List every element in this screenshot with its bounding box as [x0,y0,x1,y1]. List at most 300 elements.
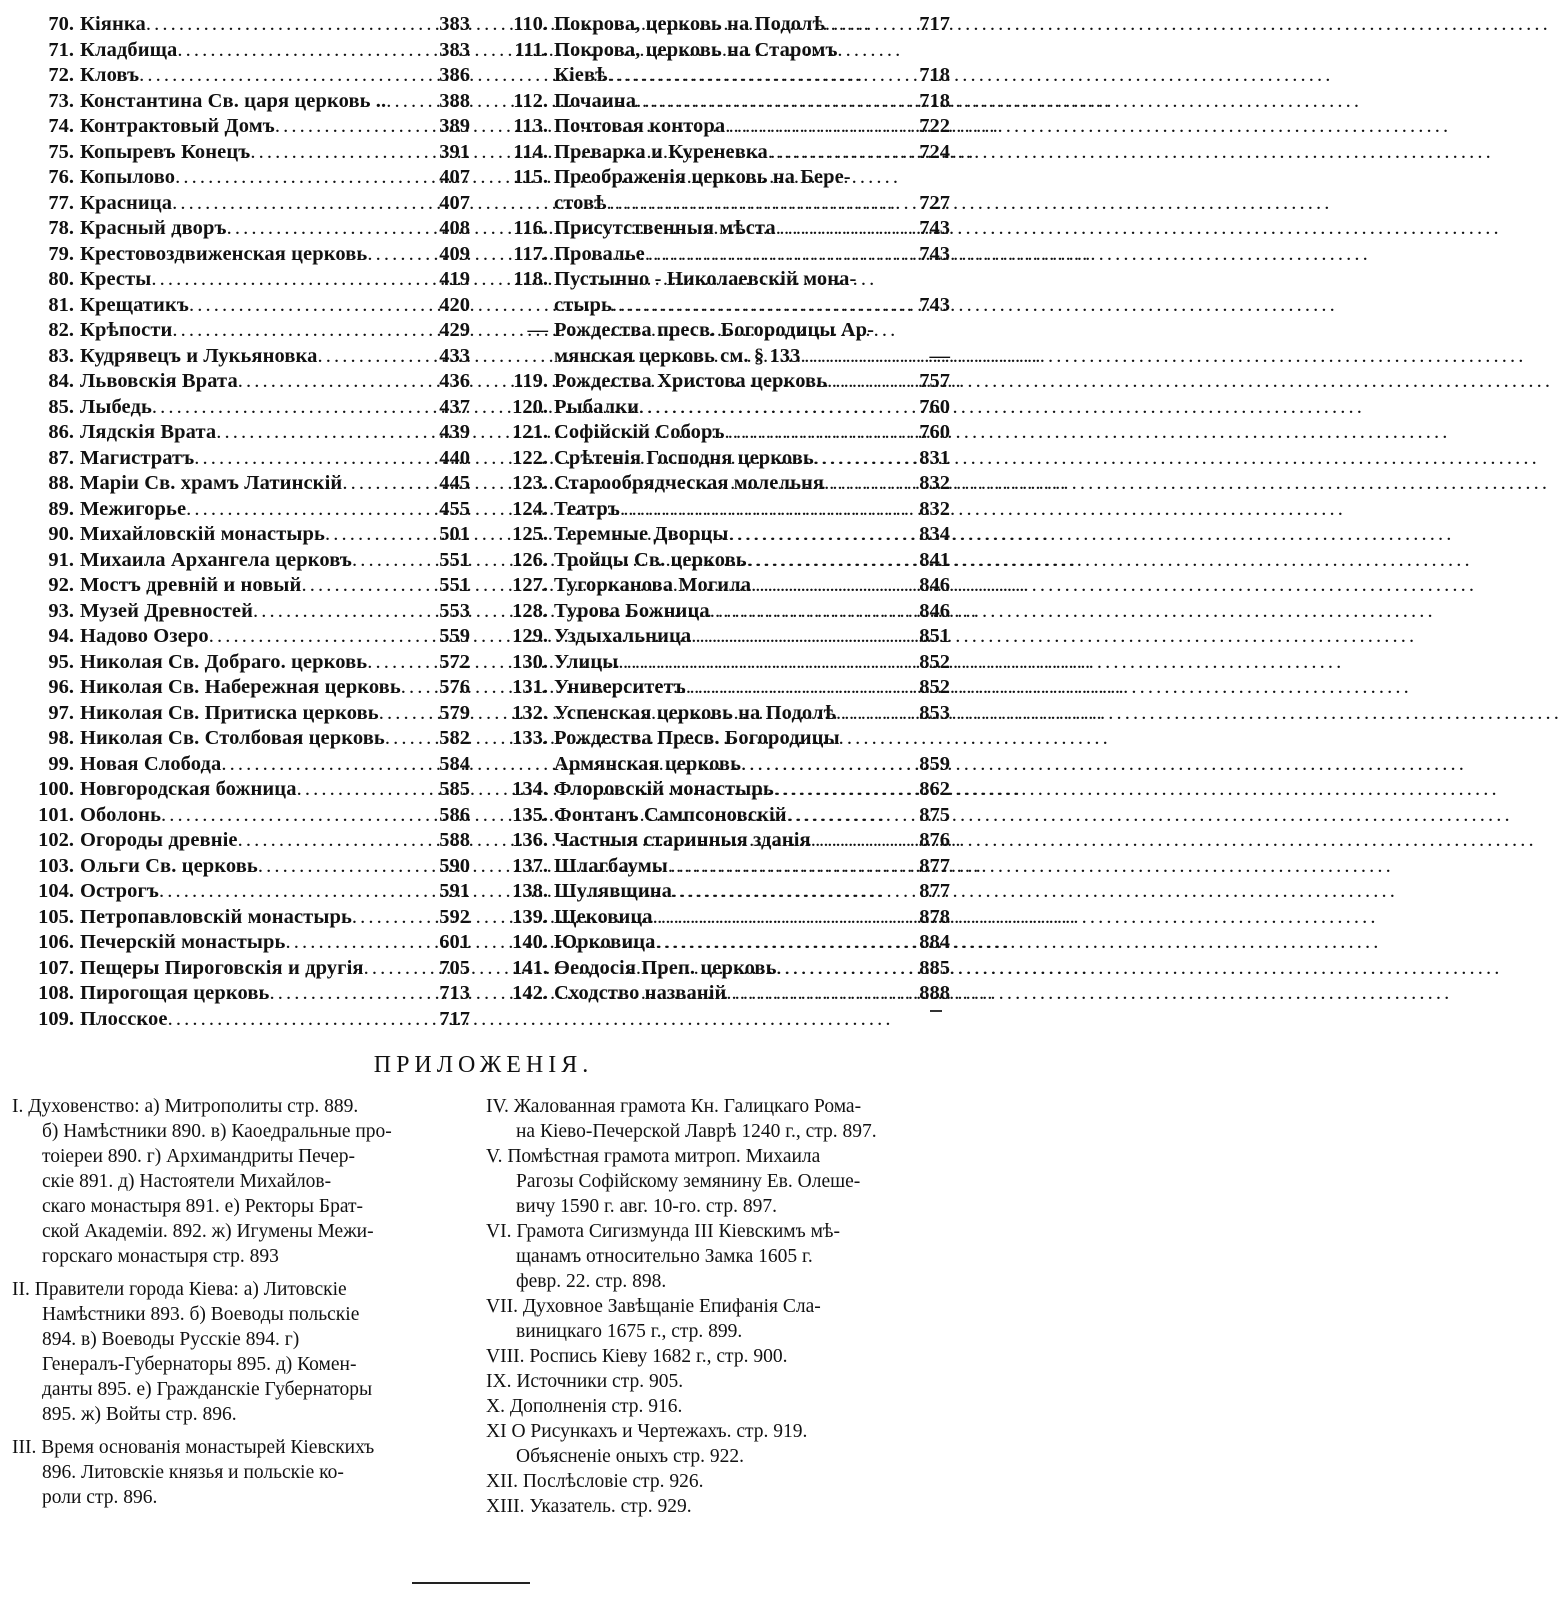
entry-page-number: 436 [439,370,470,392]
toc-entry [492,165,950,191]
entry-title: стовѣ [554,191,607,214]
entry-page-number: 877 [919,880,950,902]
dot-leader [367,650,435,676]
toc-entry [18,650,470,676]
entry-title: Николая Св. Добраго. церковь [80,650,368,673]
entry-number: 75. [48,140,74,163]
entry-title: Копыревъ Конецъ [80,140,251,163]
appendices-heading: ПРИЛОЖЕНІЯ. [373,1052,594,1078]
appendix-line: роли стр. 896. [42,1487,158,1508]
toc-entry [18,369,470,395]
entry-page-number: 553 [439,599,470,622]
appendix-item [486,1369,948,1394]
entry-title: Новая Слобода [80,752,222,775]
dot-leader [168,1007,436,1033]
entry-title: Ольги Св. церковь [80,854,258,877]
toc-entry [18,1007,470,1033]
toc-entry [492,63,950,89]
dot-leader [801,344,926,370]
entry-title: Острогъ [80,880,159,902]
closing-rule [412,1582,530,1584]
entry-page-number: 584 [439,752,470,775]
toc-entry [492,114,950,140]
entry-number: 122. [512,446,548,469]
entry-title: Частныя старинныя зданія [554,829,811,851]
appendix-item [486,1394,948,1419]
entry-page-number: 743 [919,217,950,239]
entry-title: Преображенія церковь на Бере- [554,166,851,188]
entry-page-number: 407 [439,166,470,188]
appendix-right-column [486,1094,948,1519]
entry-title: Контрактовый Домъ [80,115,275,137]
toc-entry [492,318,950,344]
appendix-line: 895. ж) Войты стр. 896. [42,1404,237,1425]
dot-leader [825,12,915,38]
dot-leader [250,140,435,166]
appendix-item [486,1494,948,1519]
entry-title: Сходство названій [554,982,727,1004]
entry-title: Софійскій Соборъ [554,421,725,443]
entry-page-number: 760 [919,421,950,443]
toc-entry [492,930,950,956]
dot-leader [636,89,915,115]
entry-page-number: 409 [439,242,470,265]
entry-page-number: 445 [439,472,470,494]
entry-number: 131. [512,676,548,698]
entry-number: 108. [38,982,74,1004]
entry-title: Уздыхальница [554,625,692,647]
toc-entry [18,777,470,803]
entry-number: 118. [513,268,548,290]
entry-page-number: 389 [439,115,470,137]
dot-leader [209,624,436,650]
entry-title: Юрковица [554,931,656,953]
entry-page-number: 757 [919,370,950,392]
entry-number: 114. [513,140,548,163]
dot-leader [189,293,435,319]
toc-entry [18,675,470,701]
toc-entry [492,191,950,217]
toc-entry [18,420,470,446]
dot-leader [836,701,915,727]
dot-leader [741,752,915,778]
entry-title: Красный дворъ [80,217,227,239]
entry-number: 91. [48,548,74,571]
appendix-left-column [12,1094,462,1518]
entry-page-number: 705 [439,956,470,979]
entry-number: 110. [513,13,548,35]
entry-number: 129. [512,625,548,647]
entry-title: Присутственныя мѣста [554,217,776,239]
toc-entry [18,267,470,293]
dot-leader [612,293,915,319]
dot-leader [385,726,435,752]
toc-entry [492,599,950,625]
entry-title: Львовскія Врата [80,370,238,392]
entry-page-number: 859 [919,752,950,775]
dot-leader [297,777,436,803]
entry-page-number: 852 [919,676,950,698]
entry-title: Николая Св. Притиска церковь [80,701,379,724]
toc-entry [492,573,950,599]
appendix-line: IV. Жалованная грамота Кн. Галицкаго Рома- [486,1096,862,1117]
entry-number: 142. [512,982,548,1004]
appendix-line: ской Академіи. 892. ж) Игумены Межи- [42,1221,374,1242]
entry-number: 96. [48,676,74,698]
entry-number: 120. [512,395,548,418]
appendix-line: вичу 1590 г. авг. 10-го. стр. 897. [516,1196,777,1217]
entry-title: Фонтанъ Сампсоновскій [554,803,787,826]
entry-title: Успенская церковь на Подолѣ [554,701,836,724]
entry-number: 139. [512,905,548,928]
dot-leader [787,803,916,829]
entry-number: 78. [48,217,74,239]
toc-entry [492,752,950,778]
appendix-item [486,1094,948,1144]
entry-page-number: 852 [919,650,950,673]
entry-page-number: 591 [439,880,470,902]
entry-number: 133. [512,727,548,749]
entry-title: Плосское [80,1007,168,1030]
appendix-line: II. Правители города Кіева: а) Литовскіе [12,1279,347,1300]
entry-title: Красница [80,191,173,214]
entry-number: 115. [513,166,548,188]
dot-leader [725,114,915,140]
entry-page-number: 559 [439,625,470,647]
entry-page-number: 727 [919,191,950,214]
entry-title: Пещеры Пироговскія и другія [80,956,364,979]
appendix-line: V. Помѣстная грамота митроп. Михаила [486,1146,821,1167]
entry-page-number: 572 [439,650,470,673]
dot-leader [285,930,435,956]
appendix-item [12,1435,462,1510]
entry-title: Рождества Христова церковь [554,370,828,392]
appendix-item [486,1219,948,1294]
entry-page-number: 888 [919,982,950,1004]
toc-entry [492,777,950,803]
entry-title: Кіянка [80,13,146,35]
entry-page-number: 440 [439,446,470,469]
entry-number: 101. [38,803,74,826]
appendix-line: щанамъ относительно Замка 1605 г. [516,1246,813,1267]
toc-entry [492,420,950,446]
entry-page-number: 832 [919,497,950,520]
dot-leader [608,63,916,89]
entry-page-number: 407 [439,191,470,214]
entry-title: Михайловскій монастырь [80,523,325,545]
entry-page-number: 601 [439,931,470,953]
stray-mark [930,1010,942,1012]
dot-leader [275,114,435,140]
dot-leader [668,854,915,880]
toc-entry [18,216,470,242]
entry-number: 74. [48,115,74,137]
entry-number: 138. [512,880,548,902]
appendix-line: горскаго монастыря стр. 893 [42,1246,279,1267]
appendix-item [486,1344,948,1369]
appendix-item [486,1419,948,1469]
entry-page-number: 846 [919,574,950,596]
toc-entry [18,624,470,650]
entry-page-number: 455 [439,497,470,520]
dot-leader [777,956,916,982]
toc-entry [18,165,470,191]
entry-number: 121. [512,421,548,443]
entry-title: Печерскій монастырь [80,931,286,953]
appendix-line: VII. Духовное Завѣщаніе Епифанія Сла- [486,1296,821,1317]
entry-title: Кловъ [80,64,140,86]
entry-number: 135. [512,803,548,826]
dot-leader [811,828,916,854]
entry-number: 104. [38,880,74,902]
toc-entry [18,522,470,548]
entry-page-number: 420 [439,293,470,316]
toc-entry [492,726,950,752]
entry-title: Срѣтенія Господня церковь [554,446,814,469]
appendix-line: XIII. Указатель. стр. 929. [486,1496,692,1517]
dot-leader [824,471,915,497]
toc-entry [492,369,950,395]
entry-number: 70. [48,13,74,35]
entry-number: 92. [48,574,74,596]
dot-leader [747,548,916,574]
toc-entry [18,981,470,1007]
toc-entry [492,471,950,497]
entry-title: Турова Божница [554,599,710,622]
toc-entry [492,675,950,701]
toc-entry [492,879,950,905]
entry-page-number: 831 [919,446,950,469]
appendix-line: VI. Грамота Сигизмунда III Кіевскимъ мѣ- [486,1221,840,1242]
entry-title: Копылово [80,166,176,188]
entry-title: Театръ [554,497,620,520]
entry-title: Щековица [554,905,653,928]
dot-leader [379,701,436,727]
entry-title: Крещатикъ [80,293,189,316]
toc-entry [492,905,950,931]
entry-number: 113. [513,115,548,137]
entry-title: Пирогощая церковь [80,982,270,1004]
entry-number: 125. [512,523,548,545]
entry-number: 82. [48,319,74,341]
entry-number: 90. [48,523,74,545]
toc-entry [492,38,950,64]
entry-page-number: 878 [919,905,950,928]
dot-leader [161,803,435,829]
dot-leader [653,905,916,931]
entry-title: Крѣпости [80,319,173,341]
entry-page-number: 760 [919,395,950,418]
entry-title: Кладбища [80,38,178,61]
toc-entry [18,471,470,497]
entry-page-number: 885 [919,956,950,979]
entry-page-number: 433 [439,344,470,367]
dot-leader [814,446,915,472]
entry-title: Межигорье [80,497,187,520]
appendix-line: данты 895. е) Гражданскіе Губернаторы [42,1379,373,1400]
dot-leader [301,573,435,599]
dot-leader [238,369,435,395]
entry-number: 84. [48,370,74,392]
toc-entry [18,548,470,574]
entry-number: 80. [48,268,74,290]
dot-leader [691,624,915,650]
entry-page-number: 551 [439,548,470,571]
entry-page-number: 383 [439,13,470,35]
appendix-line: скіе 891. д) Настоятели Михайлов- [42,1171,332,1192]
entry-page-number: 724 [919,140,950,163]
toc-entry [492,140,950,166]
entry-page-number: 841 [919,548,950,571]
entry-number: 140. [512,931,548,953]
toc-entry [18,905,470,931]
entry-title: Николая Св. Столбовая церковь [80,727,385,749]
appendix-item [12,1277,462,1427]
entry-number: 87. [48,446,74,469]
toc-entry [492,828,950,854]
entry-title: Кресты [80,268,152,290]
entry-title: Старообрядческая молельня [554,472,825,494]
entry-page-number: 717 [439,1007,470,1030]
toc-entry [492,650,950,676]
toc-entry [18,242,470,268]
entry-title: Крестовоздвиженская церковь [80,242,368,265]
appendix-line: X. Дополненія стр. 916. [486,1396,683,1417]
entry-number: 86. [48,421,74,443]
toc-entry [18,752,470,778]
entry-number: 107. [38,956,74,979]
entry-title: Тройцы Св. церковь [554,548,747,571]
appendix-item [12,1094,462,1269]
entry-page-number: 588 [439,829,470,851]
dot-leader [146,12,435,38]
entry-number: 95. [48,650,74,673]
toc-entry [492,956,950,982]
entry-number: 126. [512,548,548,571]
entry-number: 79. [48,242,74,265]
entry-page-number: 717 [919,13,950,35]
dot-leader [367,242,435,268]
entry-page-number: 718 [919,64,950,86]
appendix-line: III. Время основанія монастырей Кіевскихъ [12,1437,375,1458]
entry-number: 72. [48,64,74,86]
dot-leader [151,267,435,293]
entry-title: Шлагбаумы [554,854,668,877]
entry-page-number: 884 [919,931,950,953]
dot-leader [401,675,435,701]
entry-page-number: 832 [919,472,950,494]
toc-entry [18,63,470,89]
appendix-line: б) Намѣстники 890. в) Каоедральные про- [42,1121,392,1142]
toc-entry [492,12,950,38]
entry-number: 136. [512,829,548,851]
toc-right-column [492,12,950,1007]
entry-title: Өеодосія Преп. церковь [554,956,777,979]
dot-leader [729,522,916,548]
appendix-line: VIII. Роспись Кіеву 1682 г., стр. 900. [486,1346,788,1367]
entry-page-number: 388 [439,89,470,112]
toc-entry [492,522,950,548]
entry-number: 137. [512,854,548,877]
entry-page-number: 853 [919,701,950,724]
entry-page-number: 585 [439,778,470,800]
toc-entry [18,573,470,599]
entry-number: 112. [513,89,548,112]
entry-page-number: 592 [439,905,470,928]
entry-title: Магистратъ [80,446,195,469]
entry-number: — [527,319,548,341]
dot-leader [607,191,916,217]
dot-leader [776,216,916,242]
entry-page-number: — [929,344,950,367]
appendix-line: Намѣстники 893. б) Воеводы польскіе [42,1304,360,1325]
entry-title: Армянская церковь [554,752,742,775]
entry-title: Надово Озеро [80,625,209,647]
dot-leader [186,497,435,523]
entry-title: Оболонь [80,803,162,826]
entry-page-number: 877 [919,854,950,877]
appendix-line: Объясненіе оныхъ стр. 922. [516,1446,744,1467]
toc-entry [18,114,470,140]
appendix-item [486,1144,948,1219]
entry-page-number: 876 [919,829,950,851]
entry-number: 141. [512,956,548,979]
toc-entry [492,216,950,242]
dot-leader [352,548,435,574]
dot-leader [216,420,435,446]
dot-leader [725,420,916,446]
entry-page-number: 875 [919,803,950,826]
dot-leader [175,165,435,191]
entry-title: Покрова, церковь на Старомъ [554,38,838,61]
toc-entry [18,803,470,829]
toc-entry [18,140,470,166]
toc-entry [18,599,470,625]
appendix-line: февр. 22. стр. 898. [516,1271,667,1292]
dot-leader [258,854,435,880]
dot-leader [152,395,435,421]
entry-title: Флоровскій монастырь [554,778,774,800]
entry-page-number: 713 [439,982,470,1004]
entry-title: Михаила Архангела церковъ [80,548,352,571]
toc-entry [18,497,470,523]
entry-number: 98. [48,727,74,749]
entry-title: Николая Св. Набережная церковь [80,676,401,698]
toc-entry [492,293,950,319]
dot-leader [656,930,916,956]
toc-entry [492,242,950,268]
entry-title: Почаина [554,89,637,112]
entry-page-number: 586 [439,803,470,826]
toc-entry [492,446,950,472]
entry-page-number: 846 [919,599,950,622]
entry-title: Преварка и Куреневка [554,140,768,163]
toc-entry [18,726,470,752]
entry-page-number: 408 [439,217,470,239]
entry-number: 71. [48,38,74,61]
entry-page-number: 743 [919,293,950,316]
entry-page-number: 743 [919,242,950,265]
entry-number: 111. [514,38,548,61]
toc-entry [18,828,470,854]
toc-entry [18,293,470,319]
appendix-line: 896. Литовскіе князья и польскіе ко- [42,1462,344,1483]
dot-leader [159,879,435,905]
entry-title: Огороды древніе [80,829,238,851]
entry-page-number: 551 [439,574,470,596]
entry-page-number: 391 [439,140,470,163]
dot-leader [686,675,915,701]
